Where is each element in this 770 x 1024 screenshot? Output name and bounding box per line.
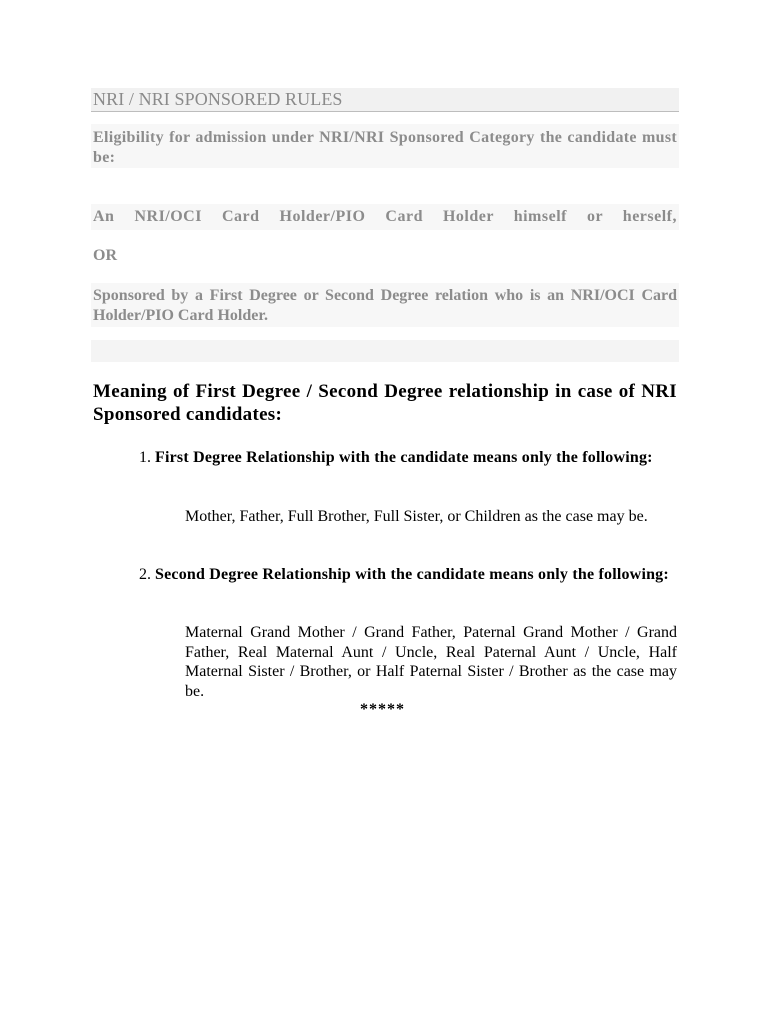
second-degree-body: Maternal Grand Mother / Grand Father, Paternal Grand Mother / Grand Father, Real Maternal Aunt / Uncle, Real Paternal Aunt / Uncle, Half Maternal Sister / Brother, or Half Paternal Sister / Brother as the case may be. <box>185 624 677 700</box>
second-degree-heading <box>139 565 677 585</box>
condition-1-text: An NRI/OCI Card Holder/PIO Card Holder himself or herself, <box>93 208 677 225</box>
item-heading-text: First Degree Relationship with the candidate means only the following: <box>155 449 653 466</box>
first-degree-body: Mother, Father, Full Brother, Full Sister, or Children as the case may be. <box>185 508 648 525</box>
item-number: 2. <box>139 566 151 583</box>
first-degree-heading <box>139 448 677 468</box>
shaded-spacer <box>91 340 679 362</box>
title-bar <box>91 88 679 112</box>
end-marker: ***** <box>360 701 405 718</box>
meaning-heading: Meaning of First Degree / Second Degree relationship in case of NRI Sponsored candidates: <box>93 381 677 425</box>
item-heading-text: Second Degree Relationship with the candidate means only the following: <box>155 566 669 583</box>
condition-2-text: Sponsored by a First Degree or Second Degree relation who is an NRI/OCI Card Holder/PIO Card Holder. <box>93 287 677 324</box>
item-number: 1. <box>139 449 151 466</box>
page-title: NRI / NRI SPONSORED RULES <box>93 89 343 109</box>
eligibility-text: Eligibility for admission under NRI/NRI Sponsored Category the candidate must be: <box>93 129 677 166</box>
or-text: OR <box>93 247 117 264</box>
